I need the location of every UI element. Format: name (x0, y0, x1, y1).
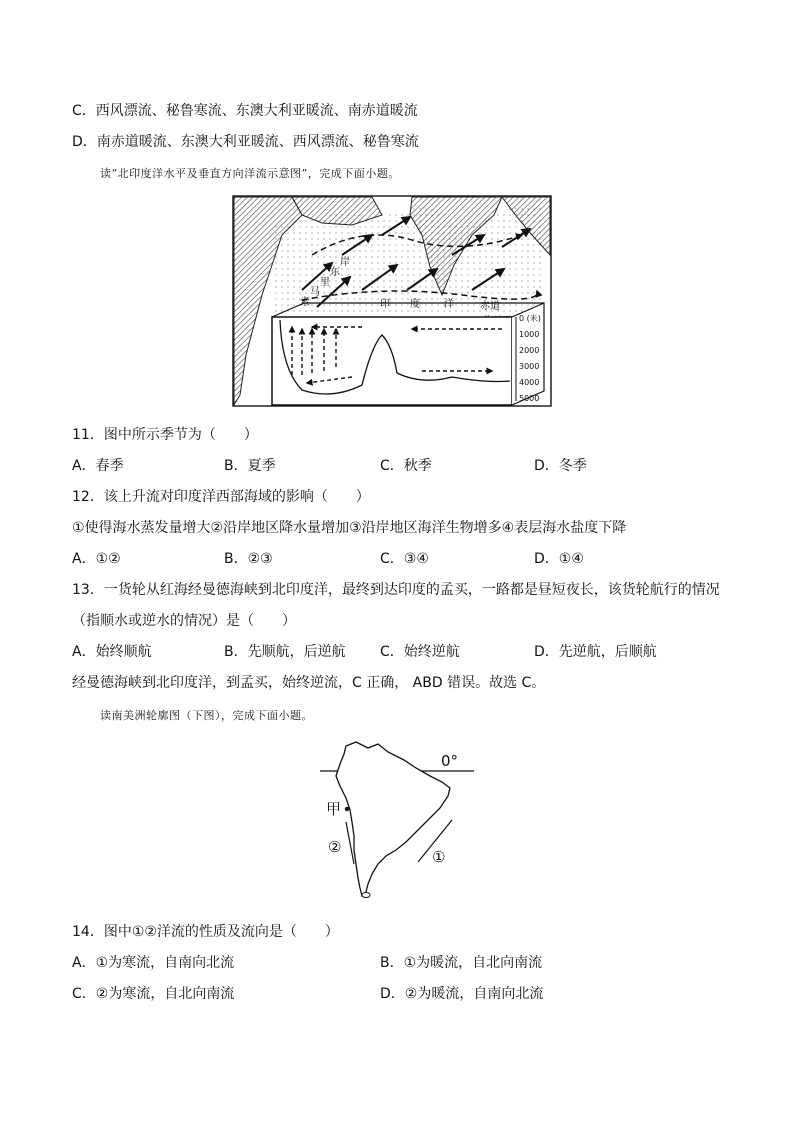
point-jia (345, 807, 349, 811)
q12-option-a: A．①② (72, 551, 121, 567)
q13-option-b: B．先顺航，后逆航 (224, 644, 346, 660)
q14-option-b: B．①为暖流，自北向南流 (380, 955, 543, 971)
q14-option-a: A．①为寒流，自南向北流 (72, 955, 235, 971)
q14-option-d: D．②为暖流，自南向北流 (380, 986, 544, 1002)
depth-1000: 1000 (519, 330, 540, 339)
q13-stem-line1: 13．一货轮从红海经曼德海峡到北印度洋，最终到达印度的孟买，一路都是昼短夜长，该货轮航行的情况 (72, 582, 720, 598)
q13-option-c: C．始终逆航 (380, 644, 460, 660)
q11-option-a: A．春季 (72, 458, 124, 474)
label-coast-3: 里 (320, 277, 330, 288)
figure-south-america-outline (316, 738, 482, 900)
label-jia: 甲 (326, 800, 342, 818)
label-ocean-du: 度 (410, 299, 420, 310)
depth-4000: 4000 (519, 378, 540, 387)
q13-option-d: D．先逆航，后顺航 (534, 644, 657, 660)
q13-answer: 经曼德海峡到北印度洋，到孟买，始终逆流，C 正确， ABD 错误。故选 C。 (72, 675, 546, 691)
q14-option-c: C．②为寒流，自北向南流 (72, 986, 235, 1002)
q12-option-c: C．③④ (380, 551, 429, 567)
depth-2000: 2000 (519, 346, 540, 355)
label-current-1: ① (432, 848, 446, 866)
label-coast-2: 马 (310, 287, 320, 298)
depth-0: 0 (米) (519, 314, 541, 323)
depth-5000: 5000 (519, 394, 540, 403)
label-ocean-yang: 洋 (444, 299, 454, 310)
figure-indian-ocean-currents (232, 195, 552, 407)
q11-option-c: C．秋季 (380, 458, 432, 474)
intro-south-america: 读南美洲轮廓图（下图），完成下面小题。 (100, 709, 313, 722)
q12-option-b: B．②③ (224, 551, 273, 567)
south-america-coastline (336, 742, 450, 896)
label-current-2: ② (328, 838, 342, 856)
q14-stem: 14．图中①②洋流的性质及流向是（ ） (72, 924, 339, 940)
intro-indian-ocean: 读“北印度洋水平及垂直方向洋流示意图”，完成下面小题。 (100, 167, 400, 180)
q11-option-b: B．夏季 (224, 458, 276, 474)
label-coast-1: 索 (300, 297, 310, 308)
q12-statements: ①使得海水蒸发量增大②沿岸地区降水量增加③沿岸地区海洋生物增多④表层海水盐度下降 (72, 520, 627, 536)
label-ocean-yin: 印 (380, 299, 390, 310)
q10-option-d: D．南赤道暖流、东澳大利亚暖流、西风漂流、秘鲁寒流 (72, 134, 419, 150)
label-coast-4: 东 (330, 267, 340, 278)
q11-stem: 11．图中所示季节为（ ） (72, 427, 258, 443)
q12-stem: 12．该上升流对印度洋西部海域的影响（ ） (72, 489, 370, 505)
q13-option-a: A．始终顺航 (72, 644, 152, 660)
q11-option-d: D．冬季 (534, 458, 587, 474)
q13-stem-line2: （指顺水或逆水的情况）是（ ） (72, 613, 296, 629)
depth-3000: 3000 (519, 362, 540, 371)
q12-option-d: D．①④ (534, 551, 584, 567)
q10-option-c: C．西风漂流、秘鲁寒流、东澳大利亚暖流、南赤道暖流 (72, 103, 418, 119)
label-equator: 赤道 (480, 301, 500, 312)
label-equator-0: 0° (441, 752, 459, 770)
label-coast-5: 岸 (340, 257, 350, 268)
